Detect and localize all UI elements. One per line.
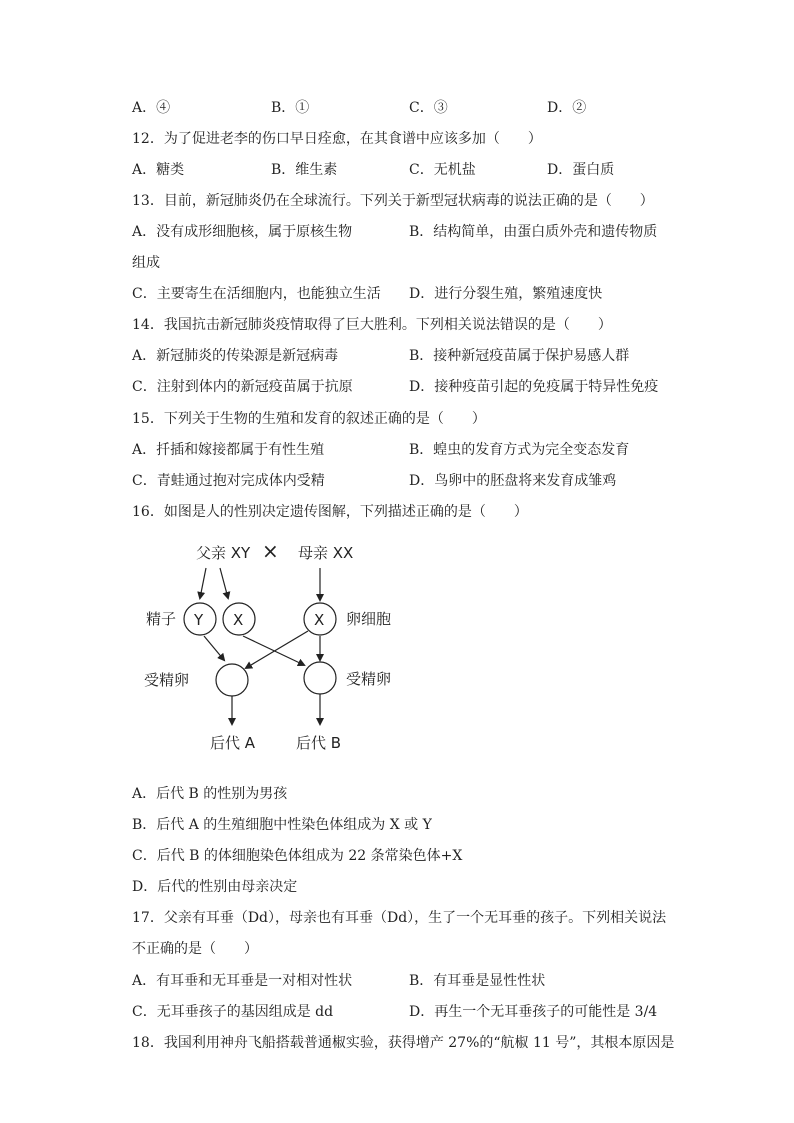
- q16-option-c: C．后代 B 的体细胞染色体组成为 22 条常染色体+X: [132, 848, 463, 864]
- q12-stem: 12．为了促进老李的伤口早日痊愈，在其食谱中应该多加（ ）: [132, 131, 542, 147]
- offspring-a-label: 后代 A: [210, 734, 256, 752]
- arrow-father-to-x: [220, 568, 228, 598]
- q16-option-a: A．后代 B 的性别为男孩: [132, 786, 288, 802]
- q17-option-a: A．有耳垂和无耳垂是一对相对性状: [132, 973, 353, 989]
- q14-stem: 14．我国抗击新冠肺炎疫情取得了巨大胜利。下列相关说法错误的是（ ）: [132, 317, 612, 333]
- zygote-right-label: 受精卵: [346, 670, 392, 688]
- father-label: 父亲 XY: [196, 544, 251, 562]
- q11-option-a: A．④: [132, 100, 171, 116]
- q11-option-d: D．②: [547, 100, 587, 116]
- sperm-x-gene: X: [233, 611, 244, 629]
- q17-option-c: C．无耳垂孩子的基因组成是 dd: [132, 1004, 334, 1020]
- q14-option-a: A．新冠肺炎的传染源是新冠病毒: [132, 348, 339, 364]
- q12-option-c: C．无机盐: [409, 162, 476, 178]
- q13-option-c: C．主要寄生在活细胞内，也能独立生活: [132, 286, 381, 302]
- sperm-label: 精子: [146, 610, 177, 628]
- egg-label: 卵细胞: [346, 610, 392, 628]
- q16-stem: 16．如图是人的性别决定遗传图解，下列描述正确的是（ ）: [132, 504, 528, 520]
- q15-stem: 15．下列关于生物的生殖和发育的叙述正确的是（ ）: [132, 411, 486, 427]
- q15-option-a: A．扦插和嫁接都属于有性生殖: [132, 442, 325, 458]
- q17-option-d: D．再生一个无耳垂孩子的可能性是 3/4: [409, 1004, 658, 1020]
- q12-option-a: A．糖类: [132, 162, 185, 178]
- q12-option-b: B．维生素: [271, 162, 338, 178]
- q11-option-b: B．①: [271, 100, 310, 116]
- mother-label: 母亲 XX: [298, 544, 354, 562]
- q15-option-c: C．青蛙通过抱对完成体内受精: [132, 473, 325, 489]
- q16-option-d: D．后代的性别由母亲决定: [132, 879, 298, 895]
- arrow-x-to-zygote-b: [243, 636, 304, 665]
- zygote-a-circle: [216, 664, 248, 696]
- q16-option-b: B．后代 A 的生殖细胞中性染色体组成为 X 或 Y: [132, 817, 432, 833]
- q17-stem: 17．父亲有耳垂（Dd），母亲也有耳垂（Dd），生了一个无耳垂的孩子。下列相关说法: [132, 910, 667, 926]
- q15-option-d: D．鸟卵中的胚盘将来发育成雏鸡: [409, 473, 617, 489]
- q11-option-c: C．③: [409, 100, 448, 116]
- q15-option-b: B．蝗虫的发育方式为完全变态发育: [409, 442, 630, 458]
- arrow-y-to-zygote-a: [204, 636, 224, 660]
- q13-option-d: D．进行分裂生殖，繁殖速度快: [409, 286, 603, 302]
- sperm-y-gene: Y: [194, 611, 204, 629]
- sex-determination-diagram: [140, 536, 400, 760]
- q14-option-d: D．接种疫苗引起的免疫属于特异性免疫: [409, 379, 659, 395]
- zygote-b-circle: [304, 662, 336, 694]
- q12-option-d: D．蛋白质: [547, 162, 615, 178]
- cross-symbol: ×: [262, 539, 279, 563]
- q13-option-a: A．没有成形细胞核，属于原核生物: [132, 224, 353, 240]
- offspring-b-label: 后代 B: [296, 734, 342, 752]
- q13-option-b-continued: 组成: [132, 255, 160, 271]
- q13-stem: 13．目前，新冠肺炎仍在全球流行。下列关于新型冠状病毒的说法正确的是（ ）: [132, 193, 654, 209]
- egg-x-gene: X: [314, 611, 325, 629]
- q14-option-b: B．接种新冠疫苗属于保护易感人群: [409, 348, 630, 364]
- q17-stem-continued: 不正确的是（ ）: [132, 941, 258, 957]
- q14-option-c: C．注射到体内的新冠疫苗属于抗原: [132, 379, 353, 395]
- q13-option-b: B．结构简单，由蛋白质外壳和遗传物质: [409, 224, 658, 240]
- arrow-father-to-y: [200, 568, 206, 598]
- zygote-left-label: 受精卵: [144, 671, 190, 689]
- q18-stem: 18．我国利用神舟飞船搭载普通椒实验，获得增产 27%的“航椒 11 号”，其根本原因是: [132, 1035, 675, 1051]
- q17-option-b: B．有耳垂是显性性状: [409, 973, 546, 989]
